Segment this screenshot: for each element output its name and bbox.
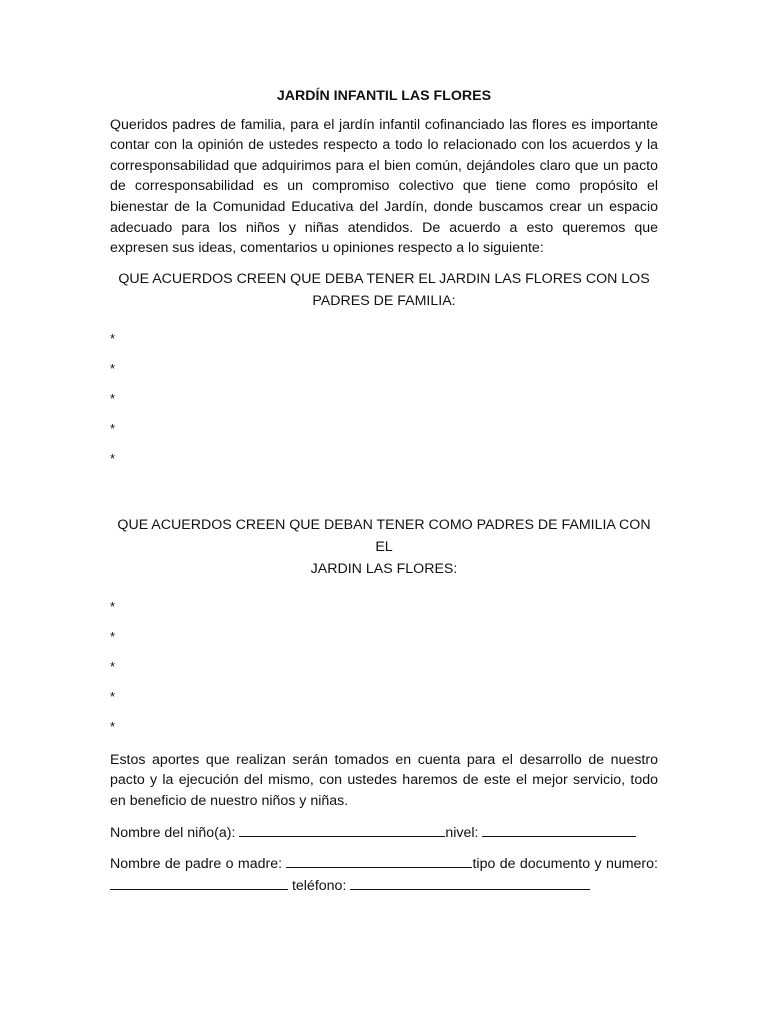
answer-bullet: * — [110, 360, 116, 376]
level-label: nivel: — [445, 824, 479, 841]
question-1-line-2: PADRES DE FAMILIA: — [312, 292, 456, 309]
answer-bullet: * — [110, 330, 116, 346]
answer-list-2 — [110, 592, 658, 742]
question-2 — [110, 514, 658, 580]
answer-bullet: * — [110, 718, 116, 734]
child-name-label: Nombre del niño(a): — [110, 824, 236, 841]
answer-bullet: * — [110, 688, 116, 704]
document-page — [110, 86, 658, 896]
phone-label: teléfono: — [291, 877, 347, 894]
answer-bullet: * — [110, 658, 116, 674]
answer-list-1 — [110, 324, 658, 474]
parent-name-blank[interactable] — [286, 853, 472, 868]
answer-bullet: * — [110, 628, 116, 644]
child-info-line — [110, 822, 658, 844]
doc-number-blank[interactable] — [110, 875, 288, 890]
answer-bullet: * — [110, 598, 116, 614]
question-2-line-1: QUE ACUERDOS CREEN QUE DEBAN TENER COMO PADRES DE FAMILIA CON EL — [117, 516, 651, 555]
parent-info-line — [110, 853, 658, 896]
question-1-line-1: QUE ACUERDOS CREEN QUE DEBA TENER EL JARDIN LAS FLORES CON LOS — [118, 270, 650, 287]
document-title: JARDÍN INFANTIL LAS FLORES — [276, 88, 492, 104]
doc-type-label: tipo de documento y numero: — [472, 856, 658, 873]
closing-paragraph: Estos aportes que realizan serán tomados en cuenta para el desarrollo de nuestro pacto y la ejecución del mismo, con ustedes haremos de este el mejor servicio, todo en beneficio de nuestro niños y niñas. — [110, 751, 658, 809]
answer-bullet: * — [110, 420, 116, 436]
parent-name-label: Nombre de padre o madre: — [110, 856, 283, 873]
phone-blank[interactable] — [350, 875, 590, 890]
intro-paragraph: Queridos padres de familia, para el jardín infantil cofinanciado las flores es importante contar con la opinión de ustedes respecto a todo lo relacionado con los acuerdos y la corresponsabilidad que adquirimos para el bien común, dejándoles claro que un pacto de corresponsabilidad es un compromiso colectivo que tiene como propósito el bienestar de la Comunidad Educativa del Jardín, donde buscamos crear un espacio adecuado para los niños y niñas atendidos. De acuerdo a esto queremos que expresen sus ideas, comentarios u opiniones respecto a lo siguiente: — [110, 116, 658, 257]
question-1 — [110, 268, 658, 312]
answer-bullet: * — [110, 450, 116, 466]
level-blank[interactable] — [482, 822, 636, 837]
answer-bullet: * — [110, 390, 116, 406]
child-name-blank[interactable] — [239, 822, 445, 837]
question-2-line-2: JARDIN LAS FLORES: — [310, 560, 458, 577]
